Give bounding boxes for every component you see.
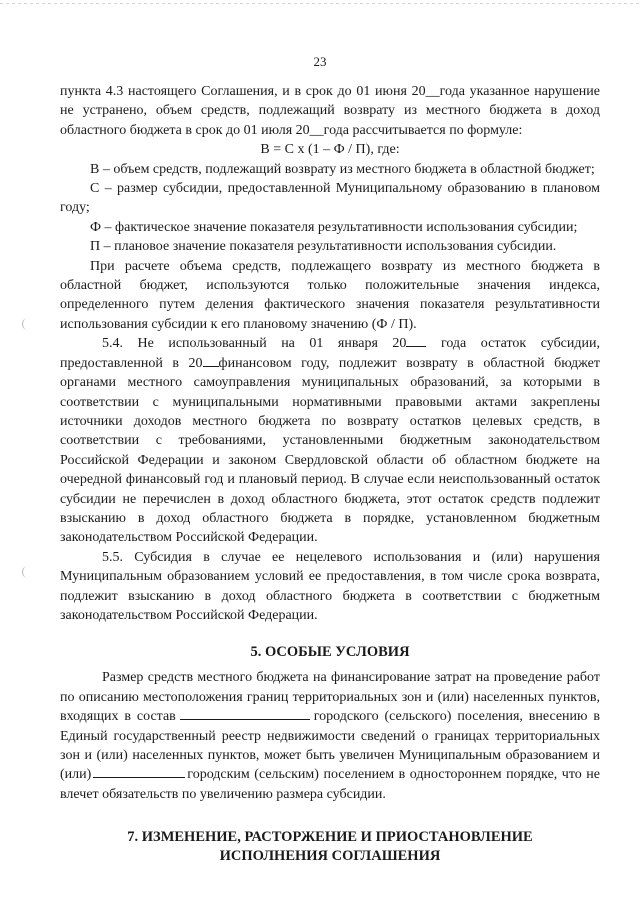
paragraph-continuation: пункта 4.3 настоящего Соглашения, и в срок до 01 июня 20__года указанное нарушение не устранено, объем средств, подлежащий возврату из местного бюджета в доход областного бюджета в срок до 01 июля 20__года рассчитывается по формуле: [60,84,600,138]
page-number: 23 [313,54,327,69]
clause-5-4-part-a: 5.4. Не использованный на 01 января 20 [102,336,407,352]
section-7-title-line-2: ИСПОЛНЕНИЯ СОГЛАШЕНИЯ [219,848,441,865]
section-5-paragraph [60,668,600,804]
year-blank [203,366,219,367]
definition-f: Ф – фактическое значение показателя результативности использования субсидии; [90,219,578,235]
margin-bracket-mark [22,566,29,578]
refund-formula: В = С х (1 – Ф / П), где: [260,142,400,158]
settlement-name-blank [180,719,310,720]
section-5-text-a: Размер средств местного бюджета на финансирование затрат на проведение работ по описанию местоположения границ территориальных зон и (или) населенных пунктов, входящих в состав [60,670,600,725]
year-blank [406,346,426,347]
definition-p: П – плановое значение показателя результативности использования субсидии. [90,239,557,255]
section-5-text-b: городского (сельского) поселения, внесению в Единый государственный реестр недвижимости сведений о границах территориальных зон и (или) населенных пунктов, может быть увеличен Муниципальным образованием и (или) [60,709,600,783]
clause-5-4 [60,334,600,547]
section-7-title [60,828,600,866]
document-body [60,82,600,872]
settlement-name-blank [93,777,185,778]
clause-5-4-part-c: финансовом году, подлежит возврату в областной бюджет органами местного самоуправления муниципальных образований, за которыми в соответствии с муниципальными нормативными правовыми актами закреплены источники доходов местного бюджета по возврату остатков целевых средств, в соответствии с требованиями, установленными бюджетным законодательством Российской Федерации и законом Свердловской области об областном бюджете на очередной финансовый год и плановый период. В случае если неиспользованный остаток субсидии не перечислен в доход областного бюджета, этот остаток средств подлежит взысканию в доход областного бюджета в порядке, установленном бюджетным законодательством Российской Федерации. [60,355,600,546]
section-5-title: 5. ОСОБЫЕ УСЛОВИЯ [250,644,410,661]
calculation-note: При расчете объема средств, подлежащего возврату из местного бюджета в областной бюджет, используются только положительные значения индекса, определенного путем деления фактического значения показателя результативности использования субсидии к его плановому значению (Ф / П). [60,258,600,332]
section-5-text-c: городским (сельским) поселением в одностороннем порядке, что не влечет обязательств по увеличению размера субсидии. [60,767,600,802]
scan-artifact-line [0,3,640,4]
section-7-title-line-1: 7. ИЗМЕНЕНИЕ, РАСТОРЖЕНИЕ И ПРИОСТАНОВЛЕНИЕ [127,829,533,846]
definition-b: В – объем средств, подлежащий возврату из местного бюджета в областной бюджет; [90,161,595,177]
clause-5-5: 5.5. Субсидия в случае ее нецелевого использования и (или) нарушения Муниципальным образованием условий ее предоставления, в том числе срока возврата, подлежит взысканию в доход областного бюджета в соответствии с бюджетным законодательством Российской Федерации. [60,549,600,623]
clause-5-4-part-b: года остаток субсидии, предоставленной в 20 [60,336,601,371]
margin-bracket-mark [22,318,29,330]
definition-c: С – размер субсидии, предоставленной Муниципальному образованию в плановом году; [60,181,600,216]
